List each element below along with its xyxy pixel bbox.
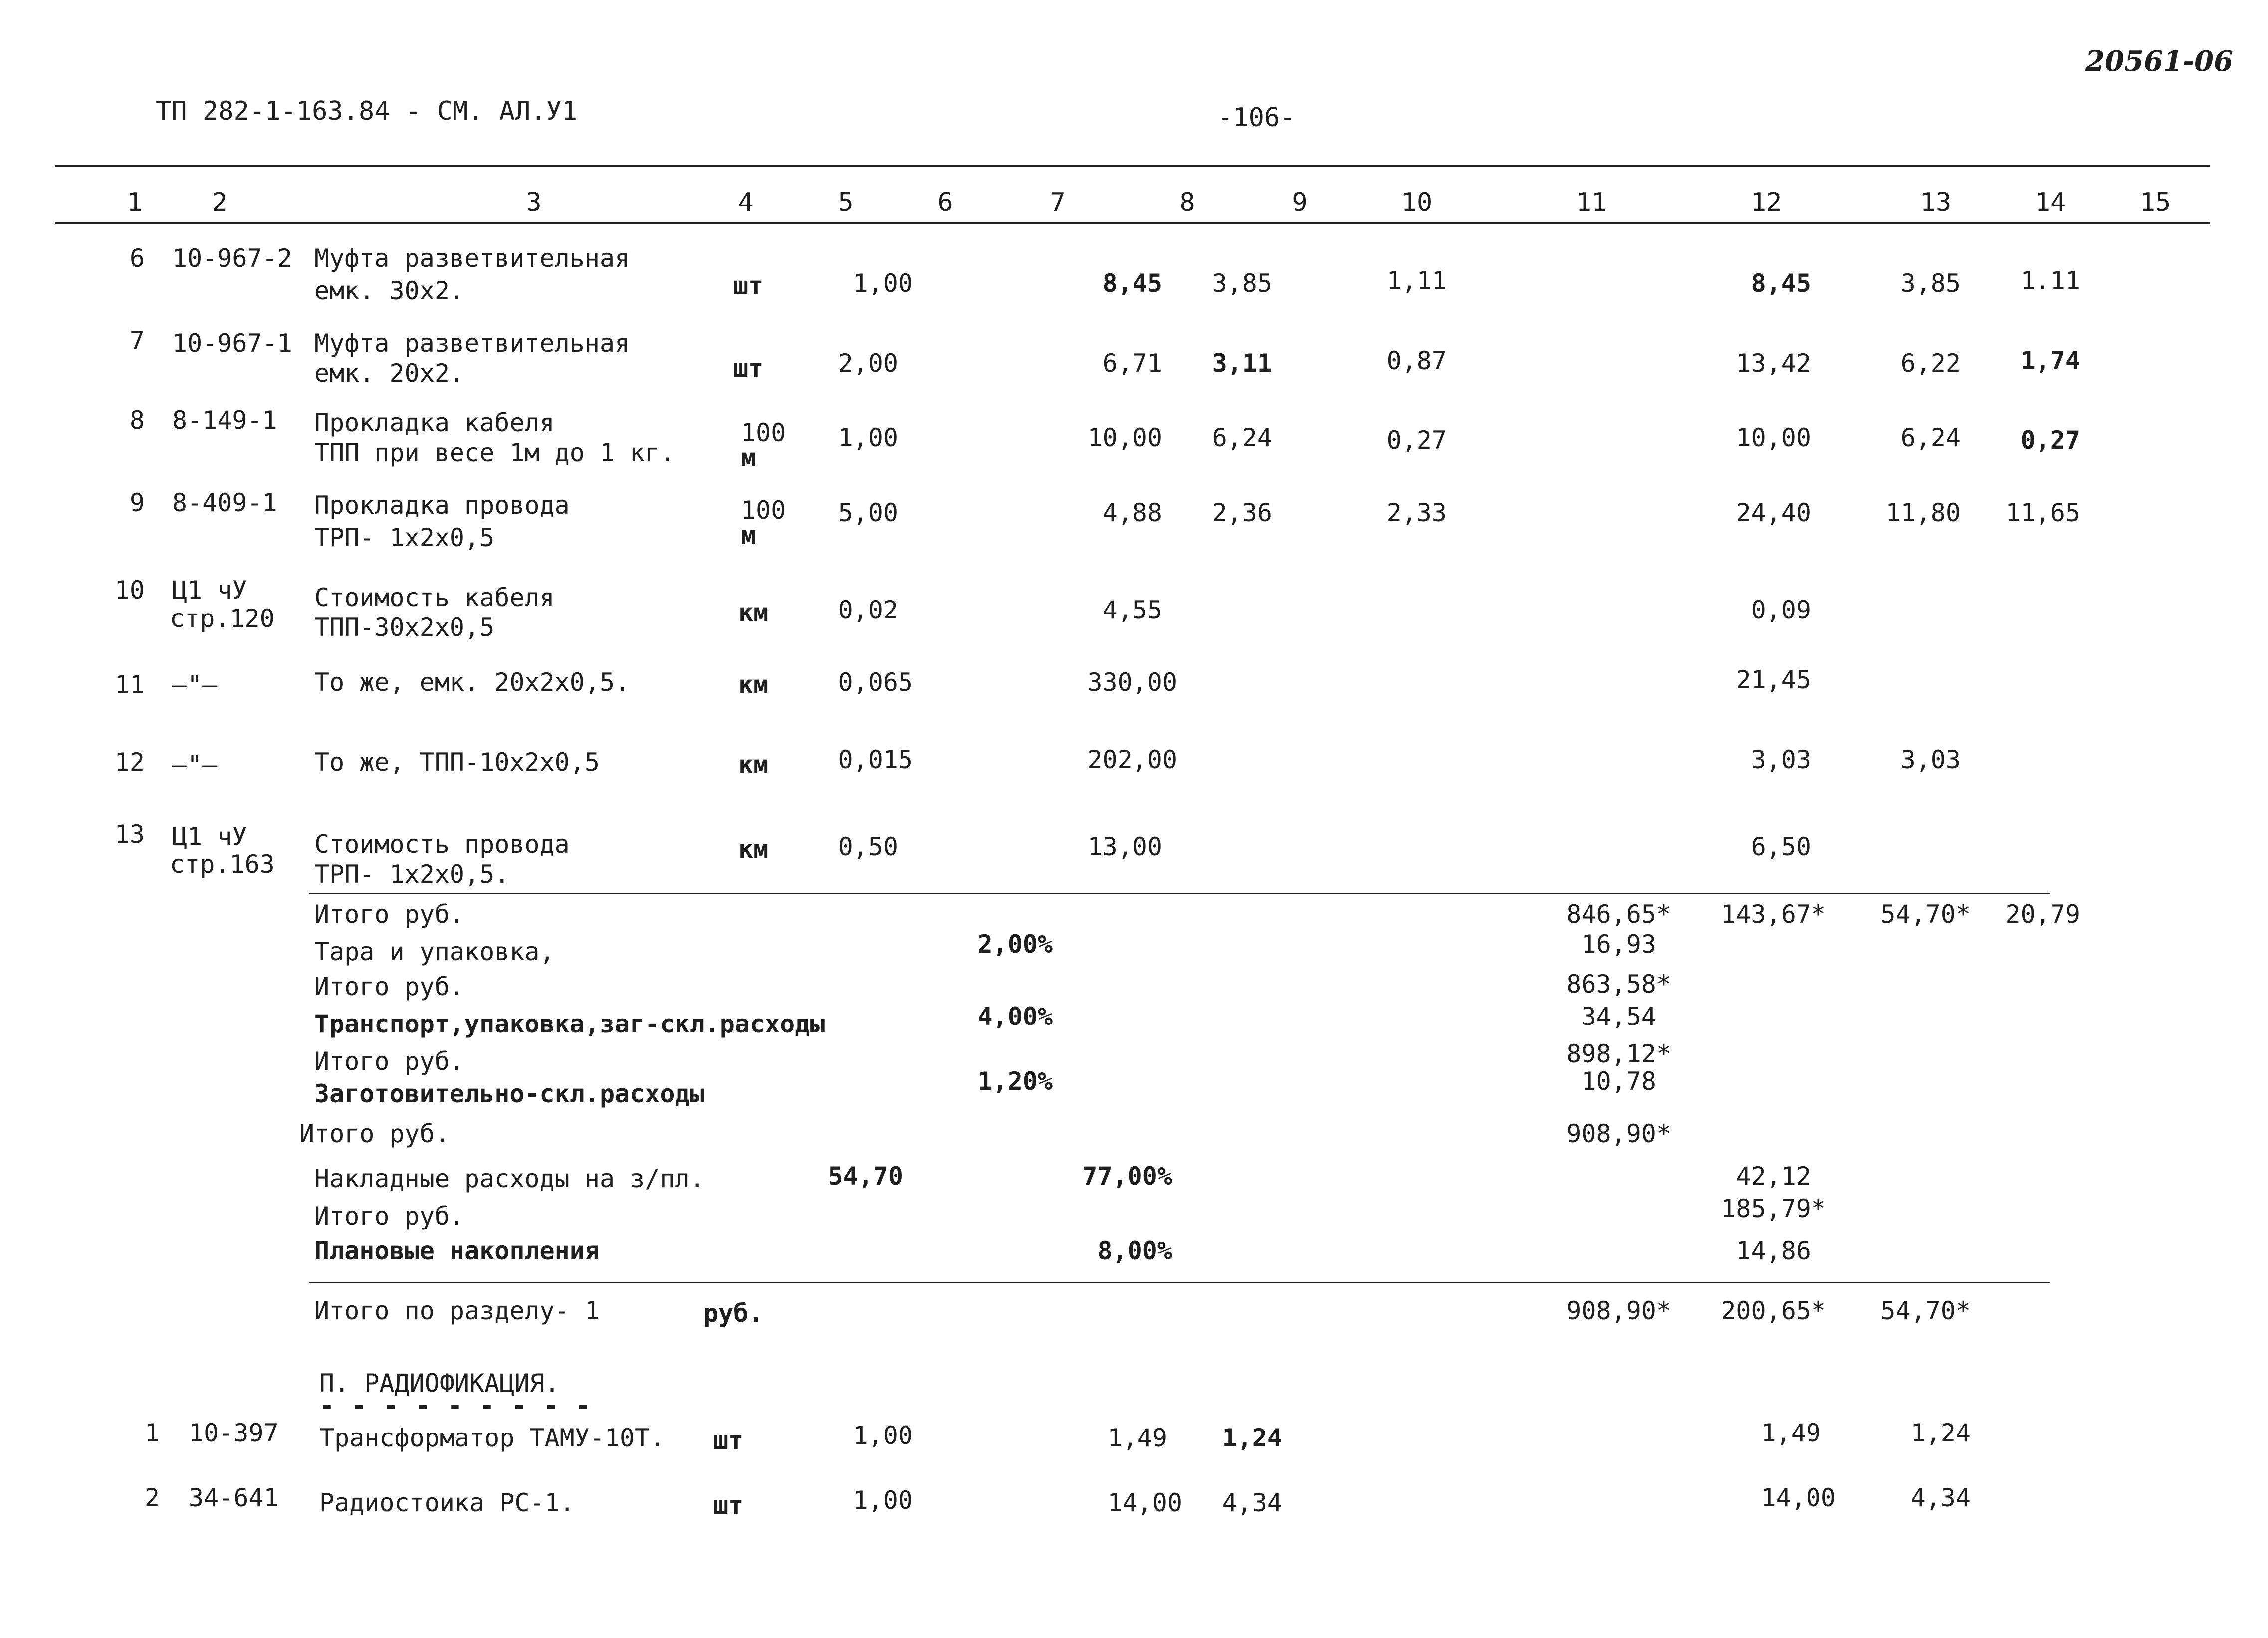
row-price: 1,49 bbox=[1107, 1424, 1167, 1452]
summary-percent: 2,00% bbox=[977, 930, 1053, 959]
column-header: 11 bbox=[1576, 188, 1607, 217]
row-name: ТРП- 1х2х0,5 bbox=[314, 523, 495, 552]
summary-percent: 8,00% bbox=[1097, 1236, 1172, 1265]
row-code: 8-409-1 bbox=[172, 488, 277, 517]
page-number: -106- bbox=[1217, 103, 1296, 133]
row-qty: 0,015 bbox=[838, 745, 913, 774]
row-total: 8,45 bbox=[1751, 269, 1811, 298]
row-number: 1 bbox=[144, 1419, 160, 1447]
row-total-machine: 1,74 bbox=[2020, 346, 2080, 375]
row-name: Стоимость кабеля bbox=[314, 583, 555, 612]
row-qty: 1,00 bbox=[838, 423, 898, 452]
row-number: 11 bbox=[114, 670, 145, 699]
row-number: 2 bbox=[144, 1483, 160, 1512]
row-total-machine: 0,27 bbox=[2020, 426, 2080, 455]
row-name: емк. 30х2. bbox=[314, 276, 465, 305]
row-total-machine: 11,65 bbox=[2005, 498, 2080, 527]
section-total-col12: 200,65* bbox=[1721, 1296, 1826, 1325]
row-total: 6,50 bbox=[1751, 832, 1811, 861]
row-total-wage: 3,85 bbox=[1900, 269, 1961, 298]
row-name: Трансформатор ТАМУ-10Т. bbox=[319, 1424, 665, 1452]
column-header: 1 bbox=[127, 188, 143, 217]
row-code: 10-967-2 bbox=[172, 244, 292, 273]
summary-col12: 185,79* bbox=[1721, 1194, 1826, 1223]
column-header: 2 bbox=[212, 188, 227, 217]
document-reference: ТП 282-1-163.84 - СМ. АЛ.У1 bbox=[156, 96, 578, 126]
column-header: 5 bbox=[838, 188, 854, 217]
column-header: 12 bbox=[1750, 188, 1782, 217]
row-name: Прокладка кабеля bbox=[314, 409, 555, 437]
row-qty: 0,50 bbox=[838, 832, 898, 861]
summary-label: Накладные расходы на з/пл. bbox=[314, 1164, 705, 1193]
row-unit: км bbox=[738, 750, 769, 779]
section-title-underline: - - - - - - - - - bbox=[319, 1391, 592, 1420]
summary-label: Итого руб. bbox=[314, 900, 465, 929]
summary-label: Итого руб. bbox=[314, 972, 465, 1001]
row-name: ТРП- 1х2х0,5. bbox=[314, 860, 510, 889]
summary-label: Транспорт,упаковка,заг-скл.расходы bbox=[314, 1010, 825, 1038]
row-machine: 0,27 bbox=[1386, 426, 1447, 455]
row-number: 7 bbox=[129, 326, 145, 355]
row-name: Муфта разветвительная bbox=[314, 244, 630, 273]
row-code: Ц1 чУ bbox=[172, 576, 247, 605]
row-price: 13,00 bbox=[1087, 832, 1162, 861]
row-total: 21,45 bbox=[1736, 665, 1811, 694]
column-header: 10 bbox=[1401, 188, 1433, 217]
row-total-wage: 4,34 bbox=[1910, 1483, 1971, 1512]
row-name: емк. 20х2. bbox=[314, 359, 465, 388]
row-machine: 0,87 bbox=[1386, 346, 1447, 375]
row-name: То же, ТПП-10х2х0,5 bbox=[314, 748, 600, 777]
row-price: 10,00 bbox=[1087, 423, 1162, 452]
row-total-wage: 3,03 bbox=[1900, 745, 1961, 774]
summary-col11: 846,65* bbox=[1566, 900, 1671, 929]
summary-label: Тара и упаковка, bbox=[314, 937, 555, 966]
row-total-wage: 11,80 bbox=[1885, 498, 1961, 527]
row-unit: шт bbox=[713, 1426, 744, 1455]
row-unit: км bbox=[738, 670, 769, 699]
summary-label: Итого руб. bbox=[299, 1119, 450, 1148]
row-total: 14,00 bbox=[1761, 1483, 1836, 1512]
section-total-col11: 908,90* bbox=[1566, 1296, 1671, 1325]
section-total-col13: 54,70* bbox=[1880, 1296, 1971, 1325]
row-total-wage: 6,24 bbox=[1900, 423, 1961, 452]
summary-base: 54,70 bbox=[828, 1162, 903, 1191]
row-wage: 3,11 bbox=[1212, 349, 1272, 378]
summary-label: Итого руб. bbox=[314, 1047, 465, 1076]
section-total-unit: руб. bbox=[703, 1299, 764, 1328]
column-header: 7 bbox=[1050, 188, 1066, 217]
row-price: 6,71 bbox=[1102, 349, 1162, 378]
row-machine: 1,11 bbox=[1386, 266, 1447, 295]
row-name: Радиостоика РС-1. bbox=[319, 1488, 575, 1517]
summary-label: Итого руб. bbox=[314, 1202, 465, 1230]
row-name: ТПП-30х2х0,5 bbox=[314, 613, 495, 642]
column-header: 13 bbox=[1920, 188, 1952, 217]
row-total-wage: 1,24 bbox=[1910, 1419, 1971, 1447]
row-qty: 2,00 bbox=[838, 349, 898, 378]
row-qty: 1,00 bbox=[853, 1486, 913, 1515]
row-qty: 1,00 bbox=[853, 269, 913, 298]
row-number: 9 bbox=[129, 488, 145, 517]
row-name: Муфта разветвительная bbox=[314, 329, 630, 358]
row-total-wage: 6,22 bbox=[1900, 349, 1961, 378]
row-total: 1,49 bbox=[1761, 1419, 1821, 1447]
summary-col11: 10,78 bbox=[1581, 1067, 1656, 1096]
column-header: 6 bbox=[937, 188, 953, 217]
row-price: 8,45 bbox=[1102, 269, 1162, 298]
row-total: 10,00 bbox=[1736, 423, 1811, 452]
row-machine: 2,33 bbox=[1386, 498, 1447, 527]
row-unit: км bbox=[738, 835, 769, 864]
row-total-machine: 1.11 bbox=[2020, 266, 2080, 295]
column-header: 9 bbox=[1292, 188, 1308, 217]
row-number: 12 bbox=[114, 748, 145, 777]
row-code: 8-149-1 bbox=[172, 406, 277, 435]
row-code-page: стр.163 bbox=[170, 850, 275, 879]
summary-col12: 42,12 bbox=[1736, 1162, 1811, 1191]
row-wage: 4,34 bbox=[1222, 1488, 1282, 1517]
row-price: 330,00 bbox=[1087, 668, 1177, 697]
column-header: 15 bbox=[2139, 188, 2171, 217]
archive-stamp: 20561-06 bbox=[2085, 45, 2233, 78]
row-number: 6 bbox=[129, 244, 145, 273]
column-header: 3 bbox=[526, 188, 542, 217]
row-code-page: стр.120 bbox=[170, 604, 275, 633]
row-name: Прокладка провода bbox=[314, 491, 570, 520]
summary-col14: 20,79 bbox=[2005, 900, 2080, 929]
row-code: 10-967-1 bbox=[172, 329, 292, 358]
summary-col12: 14,86 bbox=[1736, 1236, 1811, 1265]
row-total: 13,42 bbox=[1736, 349, 1811, 378]
table-top-rule bbox=[55, 165, 2210, 167]
row-unit: шт bbox=[733, 354, 764, 383]
row-code: —"— bbox=[172, 670, 218, 699]
row-wage: 3,85 bbox=[1212, 269, 1272, 298]
row-unit-suffix: м bbox=[741, 521, 756, 550]
row-unit: 100 bbox=[741, 418, 786, 447]
summary-col11: 16,93 bbox=[1581, 930, 1656, 959]
column-header: 4 bbox=[738, 188, 754, 217]
section-total-rule bbox=[309, 1282, 2050, 1283]
row-number: 10 bbox=[114, 576, 145, 605]
summary-top-rule bbox=[309, 893, 2050, 894]
row-unit-suffix: м bbox=[741, 443, 756, 472]
row-code: 10-397 bbox=[189, 1419, 279, 1447]
summary-percent: 77,00% bbox=[1082, 1162, 1172, 1191]
row-unit: 100 bbox=[741, 496, 786, 525]
row-qty: 0,02 bbox=[838, 596, 898, 624]
row-code: 34-641 bbox=[189, 1483, 279, 1512]
column-header: 14 bbox=[2035, 188, 2066, 217]
summary-col11: 34,54 bbox=[1581, 1002, 1656, 1031]
row-code: Ц1 чУ bbox=[172, 822, 247, 851]
summary-col13: 54,70* bbox=[1880, 900, 1971, 929]
row-qty: 0,065 bbox=[838, 668, 913, 697]
row-total: 3,03 bbox=[1751, 745, 1811, 774]
row-number: 8 bbox=[129, 406, 145, 435]
row-price: 4,55 bbox=[1102, 596, 1162, 624]
row-qty: 1,00 bbox=[853, 1421, 913, 1450]
row-price: 14,00 bbox=[1107, 1488, 1182, 1517]
row-unit: км bbox=[738, 598, 769, 627]
summary-col11: 908,90* bbox=[1566, 1119, 1671, 1148]
row-qty: 5,00 bbox=[838, 498, 898, 527]
row-price: 4,88 bbox=[1102, 498, 1162, 527]
row-total: 0,09 bbox=[1751, 596, 1811, 624]
summary-col11: 863,58* bbox=[1566, 970, 1671, 999]
summary-label: Заготовительно-скл.расходы bbox=[314, 1079, 705, 1108]
summary-col11: 898,12* bbox=[1566, 1039, 1671, 1068]
column-header: 8 bbox=[1179, 188, 1195, 217]
section-title: П. РАДИОФИКАЦИЯ. bbox=[319, 1369, 560, 1398]
row-unit: шт bbox=[713, 1491, 744, 1520]
row-name: Стоимость провода bbox=[314, 830, 570, 859]
row-number: 13 bbox=[114, 820, 145, 849]
row-code: —"— bbox=[172, 750, 218, 779]
summary-percent: 1,20% bbox=[977, 1067, 1053, 1096]
row-unit: шт bbox=[733, 271, 764, 300]
row-price: 202,00 bbox=[1087, 745, 1177, 774]
row-name: То же, емк. 20х2х0,5. bbox=[314, 668, 630, 697]
row-total: 24,40 bbox=[1736, 498, 1811, 527]
summary-percent: 4,00% bbox=[977, 1002, 1053, 1031]
row-wage: 2,36 bbox=[1212, 498, 1272, 527]
row-wage: 1,24 bbox=[1222, 1424, 1282, 1452]
summary-col12: 143,67* bbox=[1721, 900, 1826, 929]
row-wage: 6,24 bbox=[1212, 423, 1272, 452]
summary-label: Плановые накопления bbox=[314, 1236, 600, 1265]
header-bottom-rule bbox=[55, 222, 2210, 224]
row-name: ТПП при весе 1м до 1 кг. bbox=[314, 438, 675, 467]
section-total-label: Итого по разделу- 1 bbox=[314, 1296, 600, 1325]
